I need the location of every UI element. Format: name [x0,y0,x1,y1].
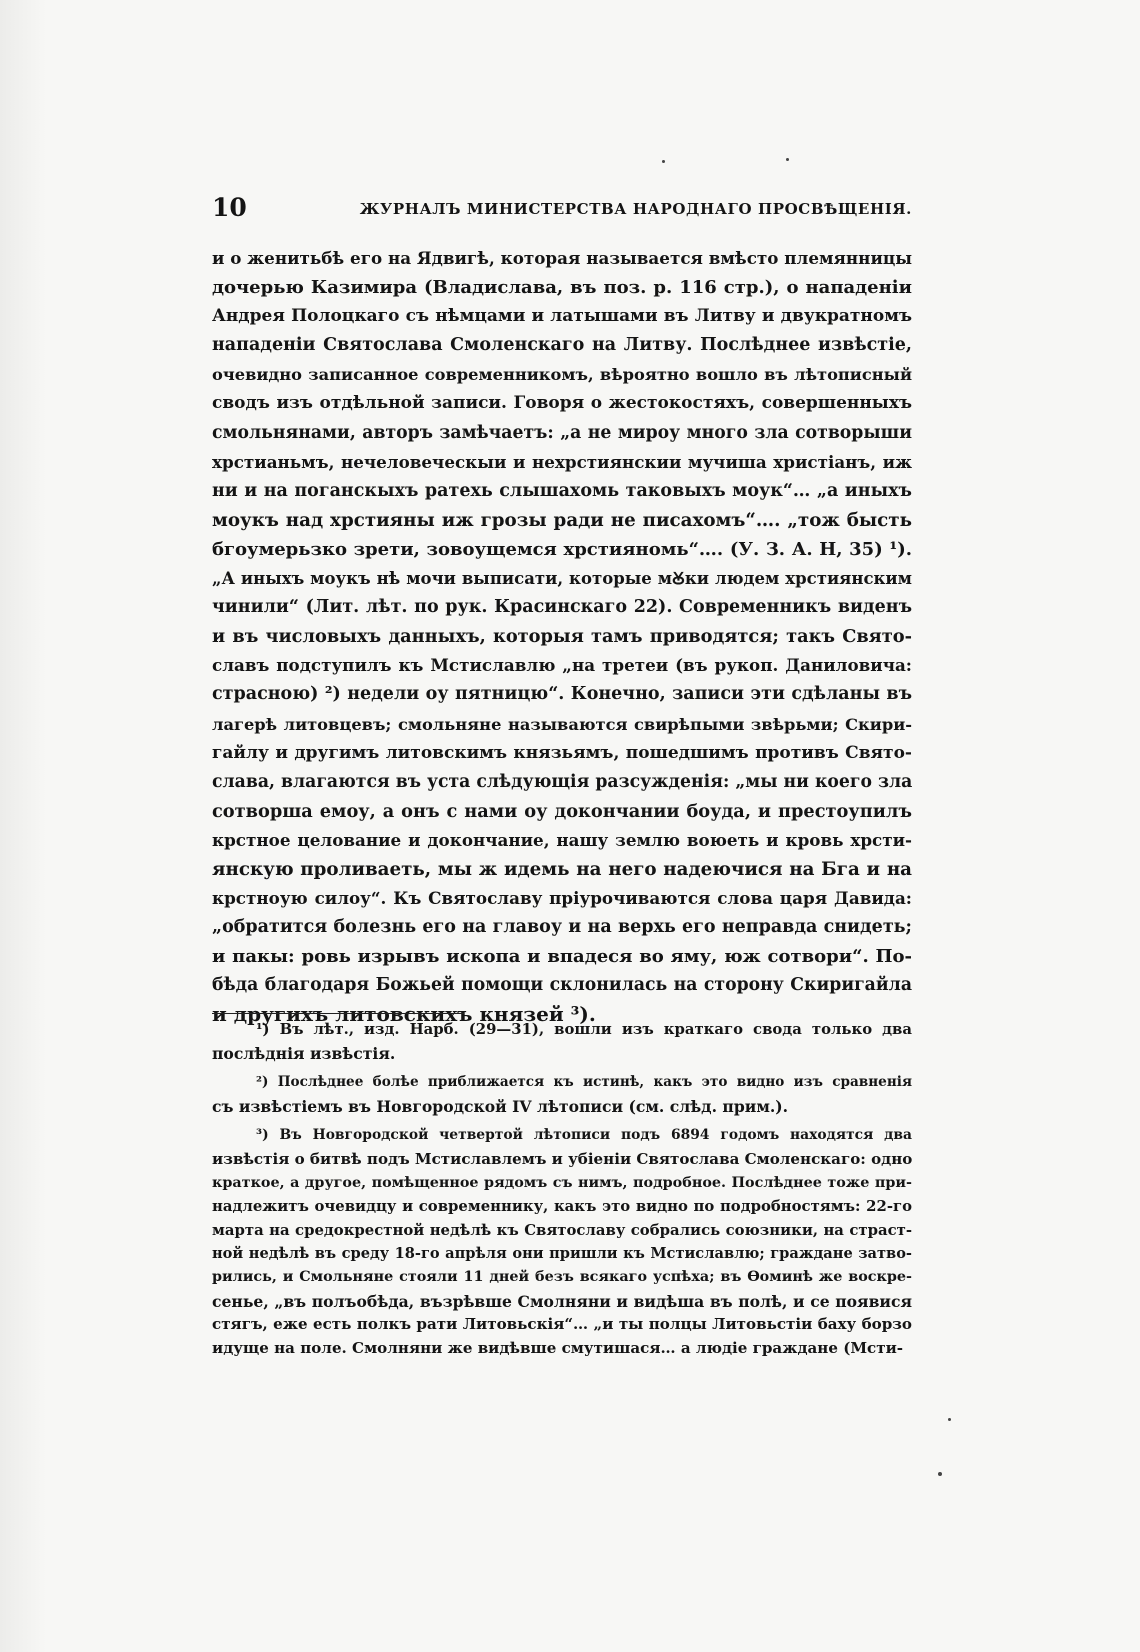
body-text-line: и пакы: ровь изрывъ ископа и впадеся во яму, юж сотвори“. По- [212,946,912,968]
page-number: 10 [212,193,247,222]
body-text-line: славъ подступилъ къ Мстиславлю „на третеи (въ рукоп. Даниловича: [212,655,912,676]
body-text-line: очевидно записанное современникомъ, вѣроятно вошло въ лѣтописный [212,365,912,385]
body-text-line: слава, влагаются въ уста слѣдующія разсужденія: „мы ни коего зла [212,771,913,792]
footnote-line: надлежитъ очевидцу и современнику, какъ это видно по подробностямъ: 22-го [212,1197,912,1216]
scan-speck [948,1418,951,1421]
footnote-line: извѣстія о битвѣ подъ Мстиславлемъ и убіеніи Святослава Смоленскаго: одно [212,1149,913,1168]
body-text-line: сотворша емоу, а онъ с нами оу докончании боуда, и престоупилъ [212,800,912,822]
footnote-line: марта на средокрестной недѣлѣ къ Святославу собрались союзники, на страст- [212,1220,912,1239]
footnote-line: ¹) Въ лѣт., изд. Нарб. (29—31), вошли изъ краткаго свода только два [256,1020,912,1038]
body-text-line: дочерью Казимира (Владислава, въ поз. р. 116 стр.), о нападеніи [212,277,912,299]
body-text-line: бѣда благодаря Божьей помощи склонилась на сторону Скиригайла [212,975,912,996]
footnote-line: сенье, „въ полъобѣда, възрѣвше Смолняни и видѣша въ полѣ, и се появися [212,1291,912,1311]
footnote-line: послѣднія извѣстія. [212,1043,396,1063]
footnote-1 [212,1018,912,1065]
footnote-line: съ извѣстіемъ въ Новгородской IV лѣтописи (см. слѣд. прим.). [212,1096,789,1116]
footnote-line: ной недѣлѣ въ среду 18-го апрѣля они пришли къ Мстиславлю; граждане затво- [212,1245,912,1263]
footnote-line: стягъ, еже есть полкъ рати Литовьскія“… „и ты полцы Литовьстіи баху борзо [212,1315,912,1334]
body-text-line: страсною) ²) недели оу пятницю“. Конечно, записи эти сдѣланы въ [212,684,912,705]
footnote-line: ²) Послѣднее болѣе приближается къ истинѣ, какъ это видно изъ сравненія [256,1074,912,1091]
running-title: ЖУРНАЛЪ МИНИСТЕРСТВА НАРОДНАГО ПРОСВѢЩЕНІЯ. [359,200,912,218]
body-text-line: гайлу и другимъ литовскимъ князьямъ, пошедшимъ противъ Свято- [212,742,912,763]
body-text-line: бгоумерьзко зрети, зовоущемся хрстияномь“…. (У. З. А. Н, 35) ¹). [212,538,912,560]
scan-speck [938,1472,942,1476]
body-text-line: нападеніи Святослава Смоленскаго на Литву. Послѣднее извѣстіе, [212,335,912,356]
footnote-line: рились, и Смольняне стояли 11 дней безъ всякаго успѣха; въ Ѳоминѣ же воскре- [212,1268,912,1285]
scan-speck [662,160,665,163]
body-text-line: янскую проливаеть, мы ж идемь на него надеючися на Бга и на [212,858,912,880]
body-text-line: „обратится болезнь его на главоу и на верхь его неправда снидеть; [212,917,912,938]
body-text-line: смольнянами, авторъ замѣчаетъ: „а не мироу много зла сотворыши [212,422,912,443]
body-text-line: и о женитьбѣ его на Ядвигѣ, которая называется вмѣсто племянницы [212,248,913,268]
footnote-3 [212,1124,912,1360]
footnote-line: краткое, а другое, помѣщенное рядомъ съ нимъ, подробное. Послѣднее тоже при- [212,1174,912,1191]
page-edge-shadow [0,0,46,1652]
footnote-line: ³) Въ Новгородской четвертой лѣтописи подъ 6894 годомъ находятся два [256,1127,912,1144]
body-text-line: и въ числовыхъ данныхъ, которыя тамъ приводятся; такъ Свято- [212,626,912,648]
body-text-line: крстноую силоу“. Къ Святославу пріурочиваются слова царя Давида: [212,888,912,909]
body-text-line: Андрея Полоцкаго съ нѣмцами и латышами въ Литву и двукратномъ [212,306,912,327]
footnote-separator [212,1013,464,1014]
body-text-line: лагерѣ литовцевъ; смольняне называются свирѣпыми звѣрьми; Скири- [212,714,912,734]
footnote-2 [212,1071,912,1118]
footnote-line: идуще на поле. Смолняни же видѣвше смутишася… а людіе граждане (Мсти- [212,1338,904,1357]
body-text-line: хрстианьмъ, нечеловеческыи и нехрстиянскии мучиша христіанъ, иж [212,451,912,472]
body-text-line: сводъ изъ отдѣльной записи. Говоря о жестокостяхъ, совершенныхъ [212,393,912,414]
body-text-line: чинили“ (Лит. лѣт. по рук. Красинскаго 22). Современникъ виденъ [212,597,912,618]
body-text-line: и другихъ литовскихъ князей ³). [212,1002,596,1027]
scan-speck [786,158,789,161]
footnotes-section [212,1018,912,1366]
body-text-line: моукъ над хрстияны иж грозы ради не писахомъ“…. „тож бысть [212,509,912,531]
body-text-line: „А иныхъ моукъ нѣ мочи выписати, которые мꙊки людем хрстиянским [212,569,912,589]
main-text-body [212,244,912,1030]
body-text-line: ни и на поганскыхъ ратехь слышахомь таковыхъ моук“… „а иныхъ [212,480,912,501]
body-text-line: крстное целование и докончание, нашу землю воюеть и кровь хрсти- [212,829,912,850]
page-header [212,192,912,224]
